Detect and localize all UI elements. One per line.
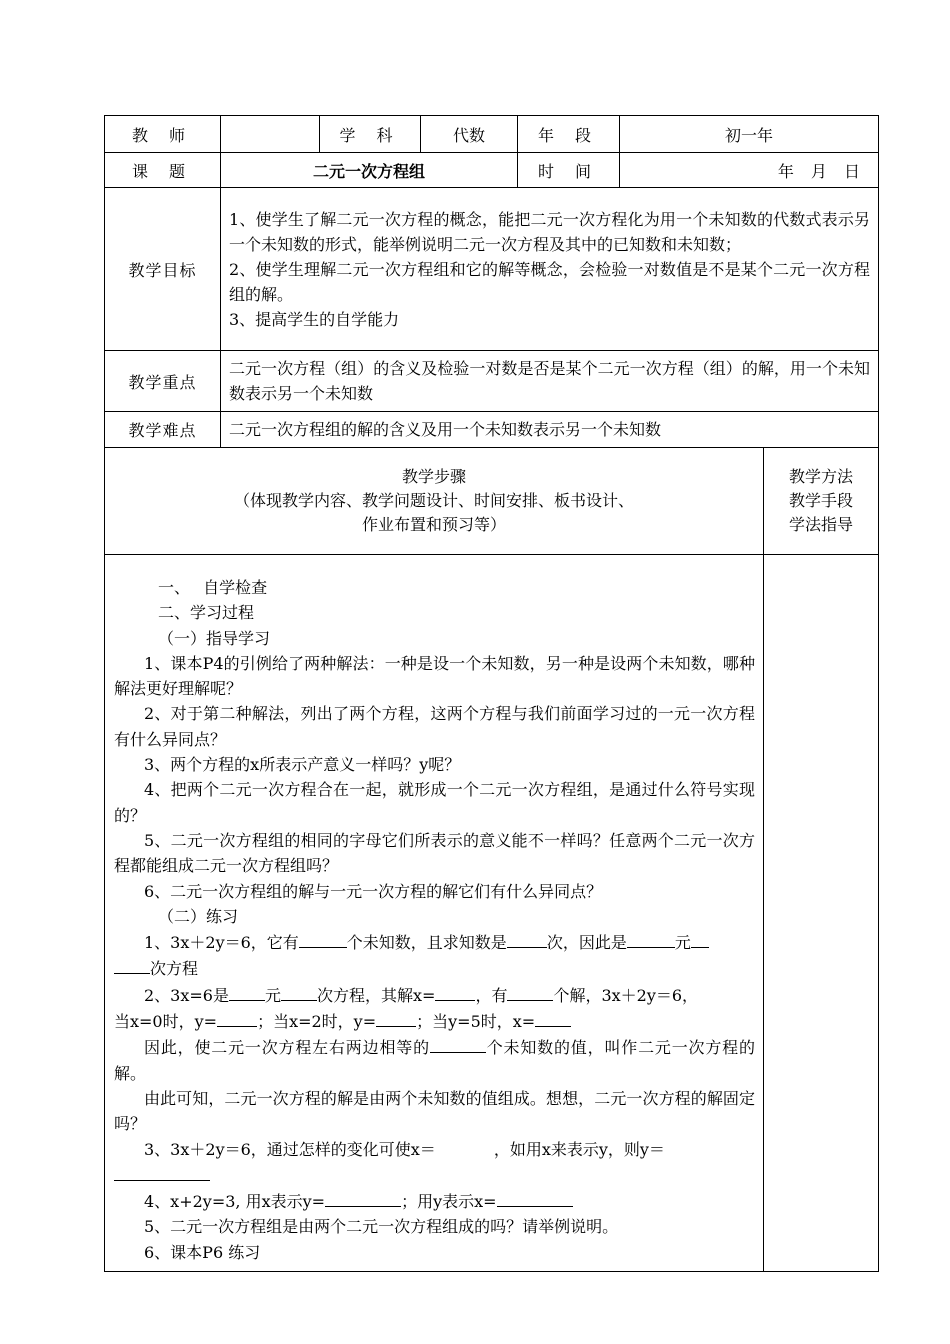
teaching-content: [105, 555, 764, 1272]
exercise-2: 2、3x=6是 元 次方程，其解x= ，有 个解，3x＋2y＝6， 当x=0时，y= ；当x=2时，y= ；当y=5时，x=: [114, 982, 755, 1035]
question-2: 2、对于第二种解法，列出了两个方程，这两个方程与我们前面学习过的一元一次方程有什么异同点？: [114, 704, 755, 749]
teaching-method-header: [764, 448, 879, 555]
blank: [114, 955, 150, 974]
steps-note-2: 作业布置和预习等）: [361, 515, 506, 534]
blank: [281, 982, 317, 1001]
objective-2: 2、使学生理解二元一次方程组和它的解等概念，会检验一对数值是不是某个二元一次方程组的解。: [229, 259, 871, 304]
header-row-2: [105, 153, 879, 188]
grade-label: 年 段: [518, 116, 620, 153]
topic-label: 课 题: [105, 153, 221, 188]
section-guided-study: （一）指导学习: [158, 628, 271, 648]
question-1: 1、课本P4的引例给了两种解法：一种是设一个未知数，另一种是设两个未知数，哪种解法更好理解呢？: [114, 653, 755, 699]
section-self-check: 一、 自学检查: [158, 578, 268, 597]
lesson-plan-table: [104, 115, 879, 1272]
difficulties-text: 二元一次方程组的解的含义及用一个未知数表示另一个未知数: [221, 412, 879, 448]
objective-1: 1、使学生了解二元一次方程的概念，能把二元一次方程化为用一个未知数的代数式表示另一个未知数的形式，能举例说明二元一次方程及其中的已知数和未知数；: [229, 209, 871, 254]
time-value: 年 月 日: [620, 153, 879, 188]
exercise-5: 5、二元一次方程组是由两个二元一次方程组成的吗？请举例说明。: [144, 1217, 619, 1237]
blank: [497, 1188, 573, 1207]
objective-3: 3、提高学生的自学能力: [229, 309, 400, 329]
blank: [691, 929, 709, 948]
teacher-label: 教 师: [105, 116, 221, 153]
question-6: 6、二元一次方程组的解与一元一次方程的解它们有什么异同点？: [144, 881, 603, 901]
objectives-text: [221, 188, 879, 351]
blank: [229, 982, 265, 1001]
blank: [430, 1034, 486, 1053]
blank: [627, 929, 675, 948]
blank: [114, 1162, 210, 1181]
blank: [507, 929, 547, 948]
steps-title: 教学步骤: [401, 467, 466, 486]
teaching-steps-header: [105, 448, 764, 555]
method-line-1: 教学方法: [789, 467, 854, 486]
difficulties-label: 教学难点: [105, 412, 221, 448]
key-points-label: 教学重点: [105, 351, 221, 412]
objectives-row: [105, 188, 879, 351]
exercise-3: 3、3x＋2y＝6，通过怎样的变化可使x＝ ，如用x来表示y，则y＝: [114, 1137, 755, 1189]
content-row: [105, 555, 879, 1272]
section-practice: （二）练习: [158, 906, 239, 926]
key-points-row: [105, 351, 879, 412]
blank: [217, 1008, 257, 1027]
difficulties-row: [105, 412, 879, 448]
exercise-4: 4、x+2y=3, 用x表示y= ；用y表示x=: [114, 1188, 755, 1214]
steps-note-1: （体现教学内容、教学问题设计、时间安排、板书设计、: [233, 491, 634, 510]
question-4: 4、把两个二元一次方程合在一起，就形成一个二元一次方程组，是通过什么符号实现的？: [114, 780, 755, 825]
blank: [299, 929, 347, 948]
exercise-6: 6、课本P6 练习: [144, 1242, 261, 1262]
steps-header-row: [105, 448, 879, 555]
definition-paragraph: 因此，使二元一次方程左右两边相等的 个未知数的值，叫作二元一次方程的解。: [114, 1034, 755, 1086]
method-line-2: 教学手段: [789, 491, 854, 510]
blank: [435, 982, 475, 1001]
teaching-method-cell: [764, 555, 879, 1272]
subject-label: 学 科: [320, 116, 421, 153]
section-learning-process: 二、学习过程: [158, 603, 255, 623]
objectives-label: 教学目标: [105, 188, 221, 351]
topic-value: 二元一次方程组: [221, 153, 518, 188]
blank: [325, 1188, 401, 1207]
question-3: 3、两个方程的x所表示产意义一样吗？y呢？: [144, 755, 461, 775]
header-row-1: [105, 116, 879, 153]
exercise-1: 1、3x＋2y＝6，它有 个未知数，且求知数是 次，因此是 元 次方程: [114, 929, 755, 982]
grade-value: 初一年: [620, 116, 879, 153]
question-5: 5、二元一次方程组的相同的字母它们所表示的意义能不一样吗？任意两个二元一次方程都能组成二元一次方程组吗？: [114, 830, 755, 876]
blank: [507, 982, 553, 1001]
method-line-3: 学法指导: [789, 515, 854, 534]
subject-value: 代数: [421, 116, 518, 153]
blank: [376, 1008, 416, 1027]
reflection-paragraph: 由此可知，二元一次方程的解是由两个未知数的值组成。想想，二元一次方程的解固定吗？: [114, 1088, 755, 1134]
time-label: 时 间: [518, 153, 620, 188]
blank: [535, 1008, 571, 1027]
teacher-value: [221, 116, 320, 153]
key-points-text: 二元一次方程（组）的含义及检验一对数是否是某个二元一次方程（组）的解，用一个未知数表示另一个未知数: [221, 351, 879, 412]
